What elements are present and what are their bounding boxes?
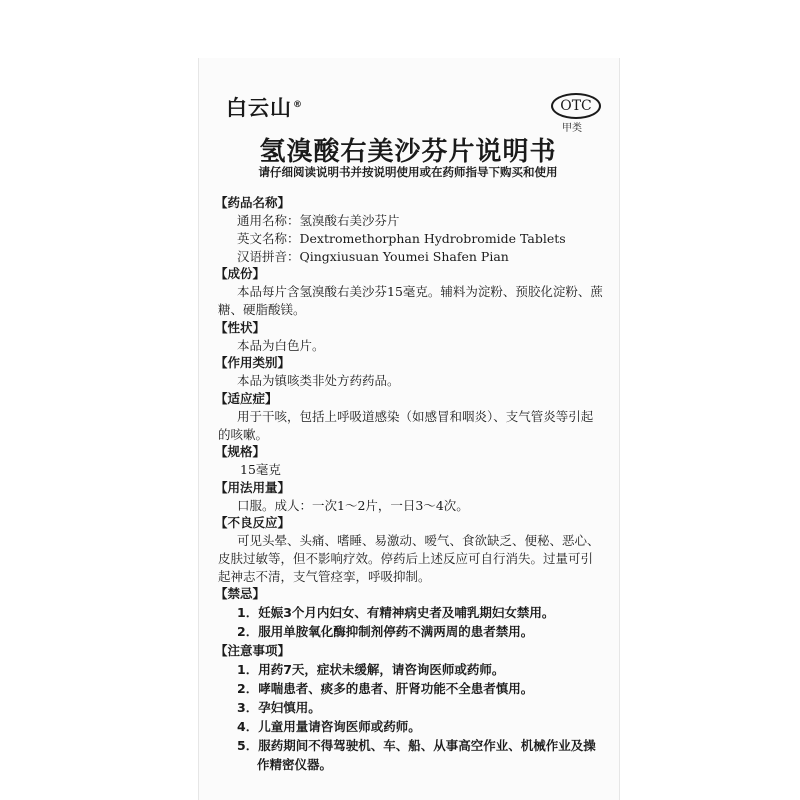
section-heading-adverse: 【不良反应】 <box>215 515 291 530</box>
otc-badge: OTC <box>551 93 601 119</box>
brand-logo <box>226 92 303 122</box>
document-subtitle: 请仔细阅读说明书并按说明使用或在药师指导下购买和使用 <box>258 165 558 179</box>
otc-class-label: 甲类 <box>562 123 582 134</box>
adverse-line-1: 可见头晕、头痛、嗜睡、易激动、嗳气、食欲缺乏、便秘、恶心、 <box>237 533 600 548</box>
registered-mark: ® <box>293 100 303 110</box>
section-heading-indications: 【适应症】 <box>215 391 278 406</box>
adverse-line-3: 起神志不清，支气管痉挛，呼吸抑制。 <box>218 569 431 584</box>
section-heading-precautions: 【注意事项】 <box>215 643 291 658</box>
ingredients-line-1: 本品每片含氢溴酸右美沙芬15毫克。辅料为淀粉、预胶化淀粉、蔗 <box>237 284 603 299</box>
contraindication-item-1: 1．妊娠3个月内妇女、有精神病史者及哺乳期妇女禁用。 <box>237 605 555 620</box>
adverse-line-2: 皮肤过敏等，但不影响疗效。停药后上述反应可自行消失。过量可引 <box>218 551 594 566</box>
indications-line-1: 用于干咳，包括上呼吸道感染（如感冒和咽炎）、支气管炎等引起 <box>237 409 594 424</box>
pinyin-name: 汉语拼音：Qingxiusuan Youmei Shafen Pian <box>237 249 509 264</box>
dosage-text: 口服。成人：一次1～2片，一日3～4次。 <box>237 498 469 513</box>
precaution-item-4: 4．儿童用量请咨询医师或药师。 <box>237 719 421 734</box>
indications-line-2: 的咳嗽。 <box>218 427 269 442</box>
document-title: 氢溴酸右美沙芬片说明书 <box>259 137 557 167</box>
ingredients-line-2: 糖、硬脂酸镁。 <box>218 302 306 317</box>
precaution-item-5b: 作精密仪器。 <box>257 757 333 772</box>
section-heading-dosage: 【用法用量】 <box>215 480 291 495</box>
precaution-item-2: 2．哮喘患者、痰多的患者、肝肾功能不全患者慎用。 <box>237 681 534 696</box>
section-heading-contraindications: 【禁忌】 <box>215 586 266 601</box>
category-text: 本品为镇咳类非处方药药品。 <box>237 373 400 388</box>
brand-name: 白云山 <box>226 96 292 120</box>
precaution-item-1: 1．用药7天，症状未缓解，请咨询医师或药师。 <box>237 662 505 677</box>
section-heading-ingredients: 【成份】 <box>215 266 266 281</box>
generic-name: 通用名称：氢溴酸右美沙芬片 <box>237 213 400 228</box>
section-heading-name: 【药品名称】 <box>215 195 291 210</box>
appearance-text: 本品为白色片。 <box>237 338 325 353</box>
section-heading-category: 【作用类别】 <box>215 355 291 370</box>
english-name: 英文名称：Dextromethorphan Hydrobromide Tablets <box>237 231 566 246</box>
spec-text: 15毫克 <box>240 462 281 477</box>
precaution-item-5a: 5．服药期间不得驾驶机、车、船、从事高空作业、机械作业及操 <box>237 738 596 753</box>
contraindication-item-2: 2．服用单胺氧化酶抑制剂停药不满两周的患者禁用。 <box>237 624 534 639</box>
section-heading-spec: 【规格】 <box>215 444 266 459</box>
precaution-item-3: 3．孕妇慎用。 <box>237 700 321 715</box>
section-heading-appearance: 【性状】 <box>215 320 266 335</box>
